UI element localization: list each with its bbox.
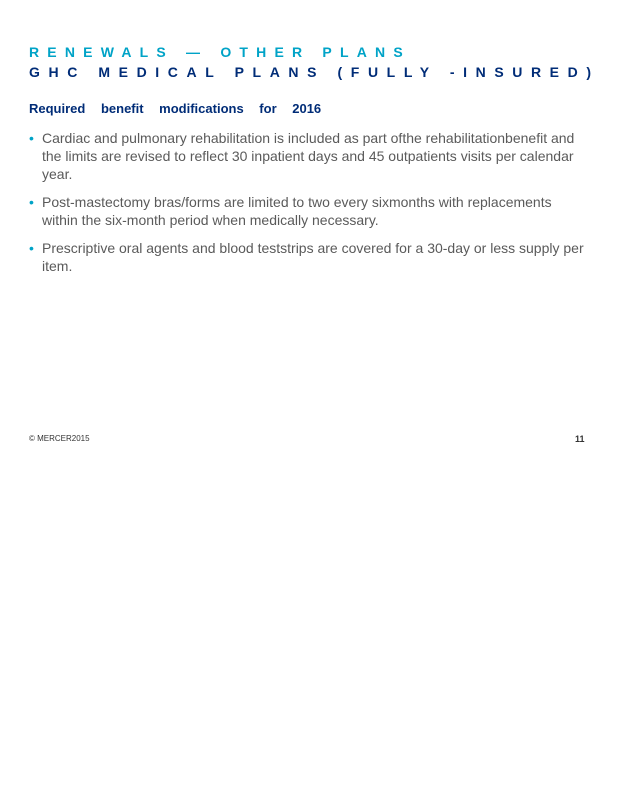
bullet-item-oral-agents (29, 239, 589, 275)
bullet-list (29, 129, 589, 285)
bullet-item-mastectomy (29, 193, 589, 229)
bullet-icon: • (29, 194, 34, 210)
section-title: RENEWALS — OTHER PLANS (29, 44, 411, 60)
bullet-text: Cardiac and pulmonary rehabilitation is included as part ofthe rehabilitationbenefit and the limits are revised to reflect 30 inpatient days and 45 outpatients visits per calendar year. (42, 130, 575, 182)
bullet-text: Prescriptive oral agents and blood teststrips are covered for a 30-day or less supply per item. (42, 240, 584, 274)
copyright-notice: © MERCER2015 (29, 434, 90, 443)
bullet-text: Post-mastectomy bras/forms are limited to two every sixmonths with replacements within the six-month period when medically necessary. (42, 194, 552, 228)
bullet-icon: • (29, 130, 34, 146)
bullet-item-cardiac (29, 129, 589, 183)
page-number: 11 (575, 434, 585, 444)
subheading: Required benefit modifications for 2016 (29, 101, 322, 116)
bullet-icon: • (29, 240, 34, 256)
plan-title: GHC MEDICAL PLANS (FULLY -INSURED) (29, 64, 600, 80)
